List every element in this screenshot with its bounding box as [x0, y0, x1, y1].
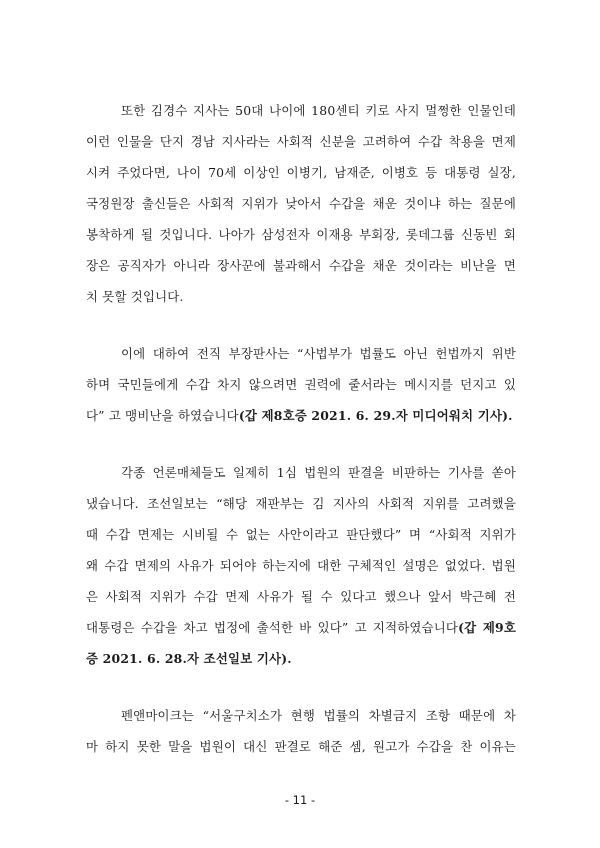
paragraph-1-line-5: 봉착하게 될 것입니다. 나아가 삼성전자 이재용 부회장, 롯데그룹 신동빈 회	[86, 227, 516, 242]
paragraph-1-line-2: 이런 인물을 단지 경남 지사라는 사회적 신분을 고려하여 수갑 착용을 면제	[86, 134, 516, 149]
citation-exhibit-9-part-1: (갑 제9호	[458, 620, 517, 635]
paragraph-3-line-6-text: 대통령은 수갑을 차고 법정에 출석한 바 있다” 고 지적하였습니다	[86, 620, 459, 635]
paragraph-2-line-3-text: 다” 고 맹비난을 하였습니다	[86, 408, 239, 423]
paragraph-1-line-6: 장은 공직자가 아니라 장사꾼에 불과해서 수갑을 채운 것이라는 비난을 면	[86, 258, 516, 273]
paragraph-1-line-4: 국정원장 출신들은 사회적 지위가 낮아서 수갑을 채운 것이냐 하는 질문에	[86, 196, 516, 211]
citation-exhibit-9-part-2: 증 2021. 6. 28.자 조선일보 기사).	[86, 651, 292, 666]
paragraph-3-line-3: 때 수갑 면제는 시비될 수 없는 사안이라고 판단했다” 며 “사회적 지위가	[86, 527, 516, 542]
paragraph-2-line-2: 하며 국민들에게 수갑 차지 않으려면 권력에 줄서라는 메시지를 던지고 있	[86, 377, 516, 392]
paragraph-3-line-5: 은 사회적 지위가 수갑 면제 사유가 될 수 있다고 했으나 앞서 박근혜 전	[86, 589, 516, 604]
paragraph-3-line-2: 냈습니다. 조선일보는 “해당 재판부는 김 지사의 사회적 지위를 고려했을	[86, 496, 516, 511]
paragraph-1-line-1: 또한 김경수 지사는 50대 나이에 180센티 키로 사지 멀쩡한 인물인데	[121, 103, 516, 118]
paragraph-2-line-3	[86, 406, 516, 424]
page-number: - 11 -	[284, 793, 316, 807]
paragraph-1-line-3: 시켜 주었다면, 나이 70세 이상인 이병기, 남재준, 이병호 등 대통령 실장,	[86, 165, 516, 180]
paragraph-1-line-7: 치 못할 것입니다.	[86, 289, 184, 304]
citation-exhibit-8: (갑 제8호증 2021. 6. 29.자 미디어워치 기사).	[238, 408, 513, 423]
paragraph-4-line-1: 펜앤마이크는 “서울구치소가 현행 법률의 차별금지 조항 때문에 차	[121, 708, 516, 723]
paragraph-4-line-2: 마 하지 못한 말을 법원이 대신 판결로 해준 셈, 원고가 수갑을 찬 이유는	[86, 739, 516, 754]
paragraph-3-line-1: 각종 언론매체들도 일제히 1심 법원의 판결을 비판하는 기사를 쏟아	[121, 465, 516, 480]
paragraph-3-line-4: 왜 수갑 면제의 사유가 되어야 하는지에 대한 구체적인 설명은 없었다. 법원	[86, 558, 516, 573]
paragraph-2-line-1: 이에 대하여 전직 부장판사는 “사법부가 법률도 아닌 헌법까지 위반	[121, 346, 516, 361]
paragraph-3-line-6	[86, 618, 516, 636]
paragraph-3-line-7	[86, 649, 516, 667]
